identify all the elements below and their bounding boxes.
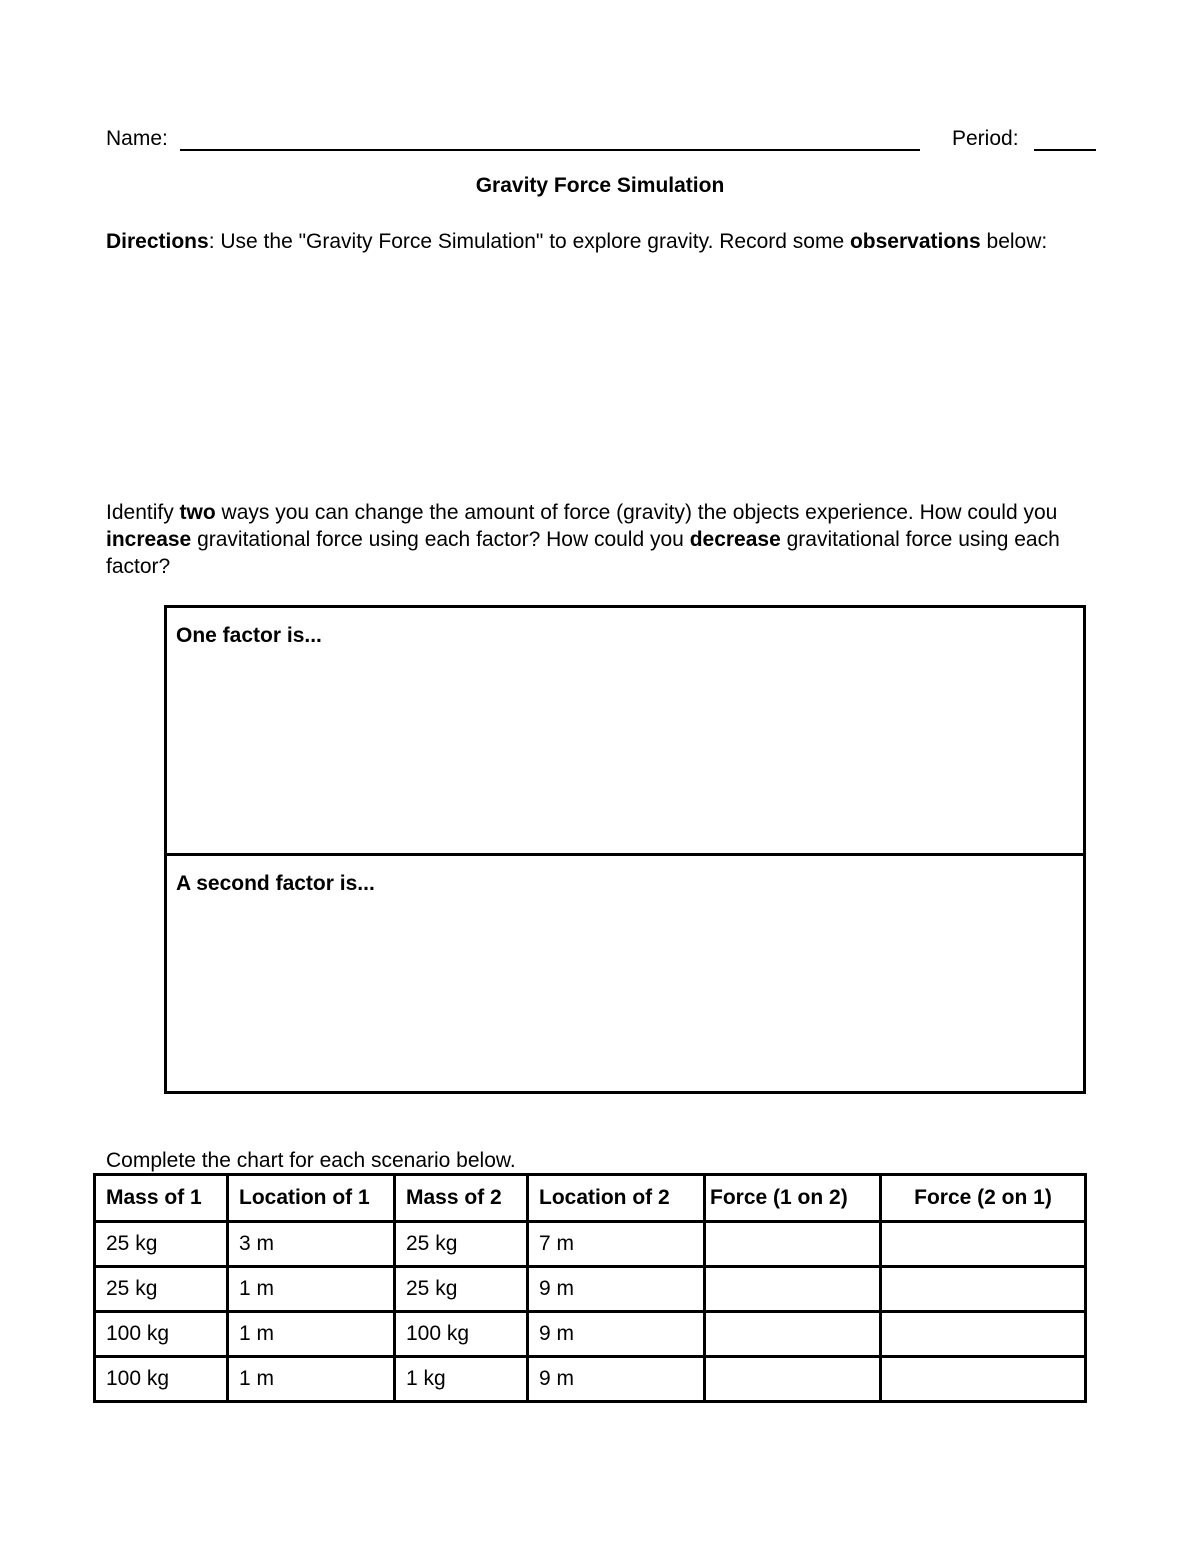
cell-location-1: 1 m (228, 1312, 395, 1357)
header-mass-1: Mass of 1 (95, 1175, 228, 1222)
observations-word: observations (849, 230, 981, 253)
identify-text-2: ways you can change the amount of force (gravity) the objects experience. How could you (215, 501, 1058, 524)
factor-two-label: A second factor is... (176, 872, 375, 895)
period-blank-line[interactable] (1034, 149, 1096, 151)
factor-one-cell[interactable] (167, 608, 1083, 856)
table-row (95, 1357, 1086, 1402)
cell-force-2-on-1[interactable] (881, 1312, 1086, 1357)
identify-bold-decrease: decrease (689, 528, 781, 551)
identify-bold-increase: increase (106, 528, 192, 551)
cell-location-1: 1 m (228, 1267, 395, 1312)
cell-location-1: 1 m (228, 1357, 395, 1402)
directions-text-end: below: (980, 230, 1048, 253)
cell-mass-2: 25 kg (395, 1267, 528, 1312)
table-row (95, 1267, 1086, 1312)
header-row (106, 127, 1096, 155)
directions-label: Directions (106, 230, 209, 253)
header-mass-2: Mass of 2 (395, 1175, 528, 1222)
cell-mass-2: 25 kg (395, 1222, 528, 1267)
directions-text: : Use the "Gravity Force Simulation" to explore gravity. Record some (208, 230, 850, 253)
cell-location-1: 3 m (228, 1222, 395, 1267)
table-header-row (95, 1175, 1086, 1222)
factor-one-label: One factor is... (176, 624, 322, 647)
header-location-1: Location of 1 (228, 1175, 395, 1222)
name-label: Name: (106, 127, 168, 150)
header-force-2-on-1: Force (2 on 1) (881, 1175, 1086, 1222)
cell-mass-2: 1 kg (395, 1357, 528, 1402)
cell-mass-1: 100 kg (95, 1312, 228, 1357)
cell-mass-1: 25 kg (95, 1222, 228, 1267)
table-row (95, 1222, 1086, 1267)
cell-force-2-on-1[interactable] (881, 1267, 1086, 1312)
factor-box (164, 605, 1086, 1094)
cell-location-2: 9 m (528, 1312, 705, 1357)
header-location-2: Location of 2 (528, 1175, 705, 1222)
directions-paragraph (106, 228, 1096, 255)
identify-text-3: gravitational force using each factor? How could you (191, 528, 690, 551)
period-label: Period: (952, 127, 1019, 150)
cell-mass-1: 100 kg (95, 1357, 228, 1402)
cell-force-1-on-2[interactable] (705, 1312, 881, 1357)
cell-location-2: 9 m (528, 1357, 705, 1402)
identify-bold-two: two (179, 501, 216, 524)
cell-force-2-on-1[interactable] (881, 1222, 1086, 1267)
cell-force-1-on-2[interactable] (705, 1267, 881, 1312)
name-blank-line[interactable] (180, 149, 920, 151)
cell-force-1-on-2[interactable] (705, 1222, 881, 1267)
cell-mass-2: 100 kg (395, 1312, 528, 1357)
factor-two-cell[interactable] (167, 856, 1083, 1091)
identify-paragraph (106, 499, 1096, 580)
page-title: Gravity Force Simulation (475, 174, 725, 197)
cell-location-2: 9 m (528, 1267, 705, 1312)
cell-force-1-on-2[interactable] (705, 1357, 881, 1402)
identify-text-4: gravitational force using each factor? (106, 528, 1060, 578)
table-row (95, 1312, 1086, 1357)
chart-instruction: Complete the chart for each scenario below. (106, 1149, 516, 1172)
header-force-1-on-2: Force (1 on 2) (705, 1175, 881, 1222)
identify-text-1: Identify (106, 501, 180, 524)
scenario-table (93, 1173, 1087, 1403)
cell-mass-1: 25 kg (95, 1267, 228, 1312)
cell-force-2-on-1[interactable] (881, 1357, 1086, 1402)
cell-location-2: 7 m (528, 1222, 705, 1267)
